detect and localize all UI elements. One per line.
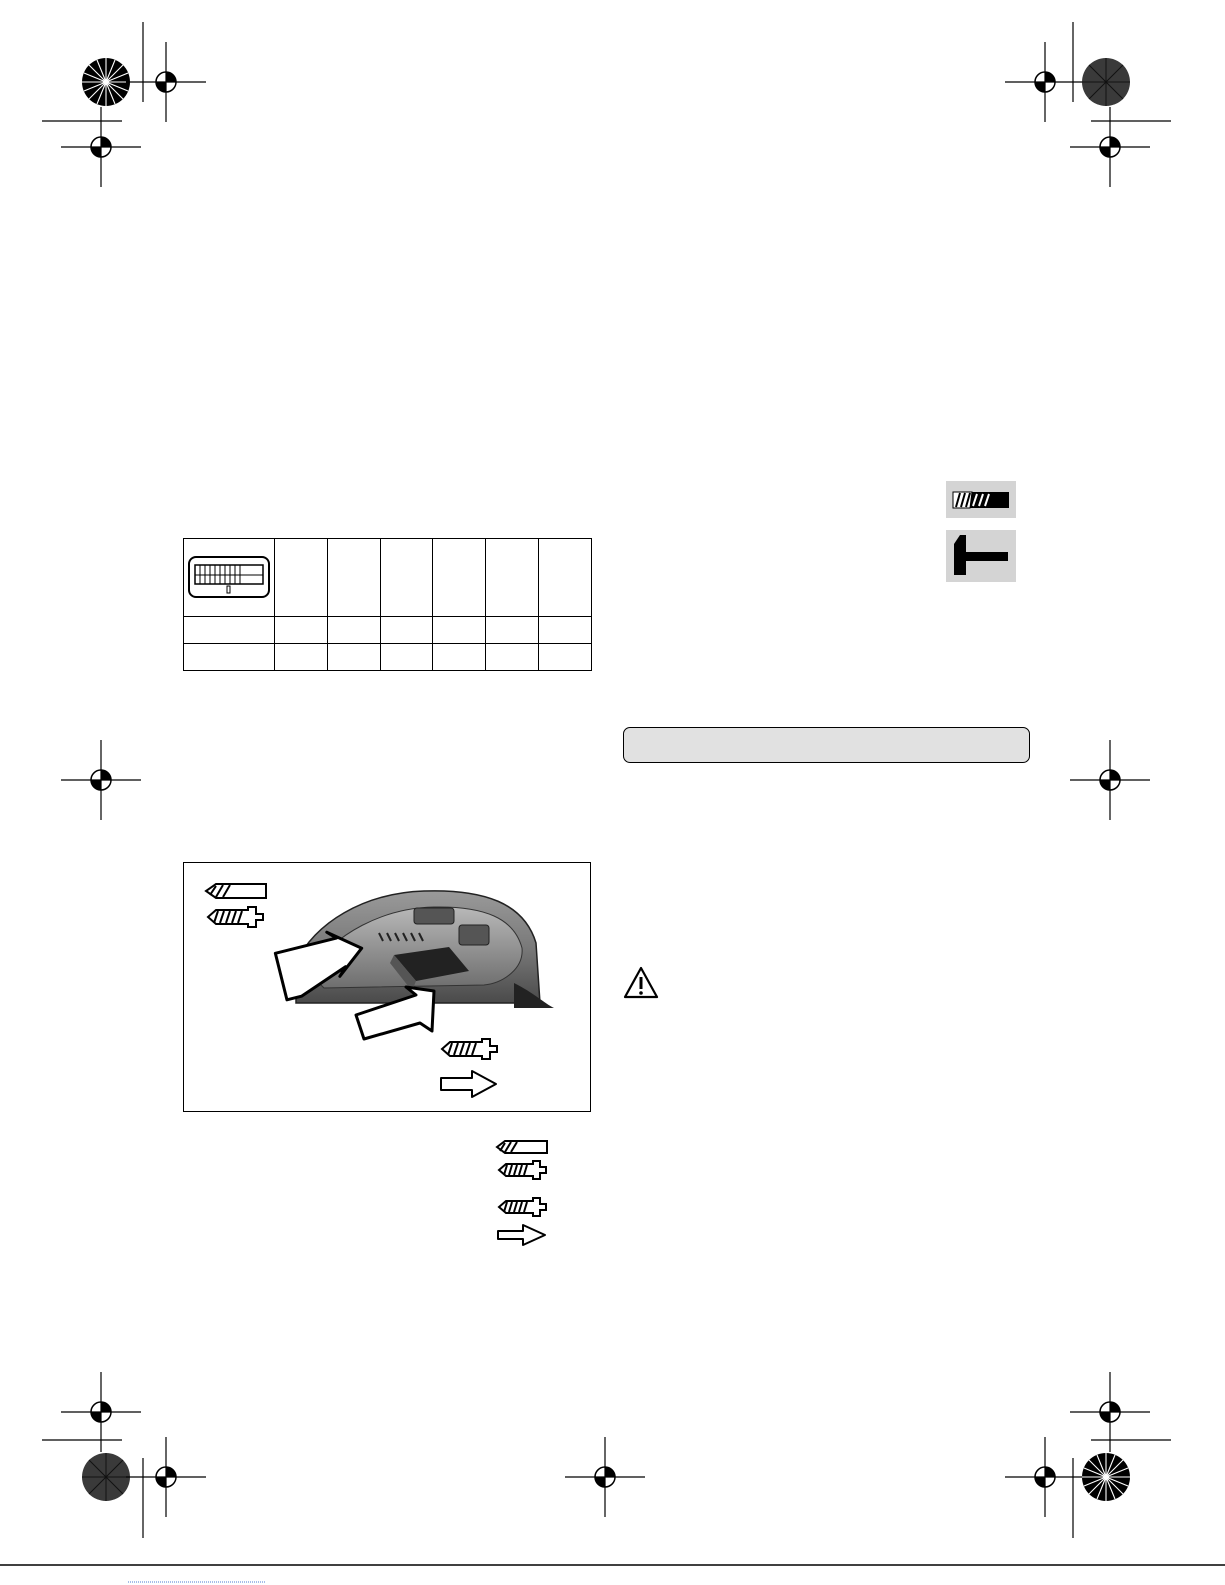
table-column-header: [486, 539, 539, 617]
figure-legend: [493, 1137, 553, 1245]
table-cell: [433, 643, 486, 670]
table-cell: [327, 616, 380, 643]
table-cell: [433, 616, 486, 643]
note-bar: [623, 727, 1030, 763]
warning-triangle-icon: [622, 965, 660, 1001]
table-column-header: [539, 539, 592, 617]
registration-starburst: [1082, 58, 1130, 106]
screw-icon: [499, 1161, 546, 1179]
arrow-right-icon: [498, 1225, 545, 1245]
table-row: [184, 643, 592, 670]
speed-dial-cell: [184, 539, 275, 617]
table-column-header: [380, 539, 433, 617]
table-cell: [327, 643, 380, 670]
registration-starburst: [82, 58, 130, 106]
screw-icon: [208, 907, 263, 927]
table-cell: [486, 643, 539, 670]
registration-crosshair: [565, 1437, 645, 1517]
arrow-right-icon: [441, 1071, 496, 1097]
table-cell: [380, 643, 433, 670]
rotation-switch-illustration: [184, 863, 591, 1112]
table-column-header: [327, 539, 380, 617]
table-column-header: [275, 539, 328, 617]
rotation-switch-figure: [183, 862, 591, 1112]
drill-bit-icon: [206, 884, 266, 898]
table-row: [184, 616, 592, 643]
registration-crosshair: [126, 1437, 206, 1517]
registration-starburst: [1082, 1453, 1130, 1501]
registration-crosshair: [126, 42, 206, 122]
registration-crosshair: [1070, 107, 1150, 187]
table-cell: [539, 643, 592, 670]
screw-icon: [499, 1198, 546, 1216]
table-cell: [380, 616, 433, 643]
registration-crosshair: [1070, 740, 1150, 820]
hammer-mode-symbol: [946, 530, 1016, 582]
table-cell: [539, 616, 592, 643]
drill-mode-icon: [946, 481, 1016, 518]
speed-dial-icon: [187, 555, 271, 599]
table-row-label: [184, 616, 275, 643]
drill-mode-symbol: [946, 481, 1016, 518]
table-cell: [275, 616, 328, 643]
registration-crosshair: [61, 107, 141, 187]
registration-crosshair: [61, 740, 141, 820]
table-column-header: [433, 539, 486, 617]
hammer-mode-icon: [946, 530, 1016, 582]
table-row-label: [184, 643, 275, 670]
screw-icon: [442, 1039, 497, 1059]
table-header-row: [184, 539, 592, 617]
table-cell: [486, 616, 539, 643]
drill-bit-icon: [497, 1141, 547, 1153]
registration-starburst: [82, 1453, 130, 1501]
table-cell: [275, 643, 328, 670]
speed-table: [183, 538, 592, 671]
